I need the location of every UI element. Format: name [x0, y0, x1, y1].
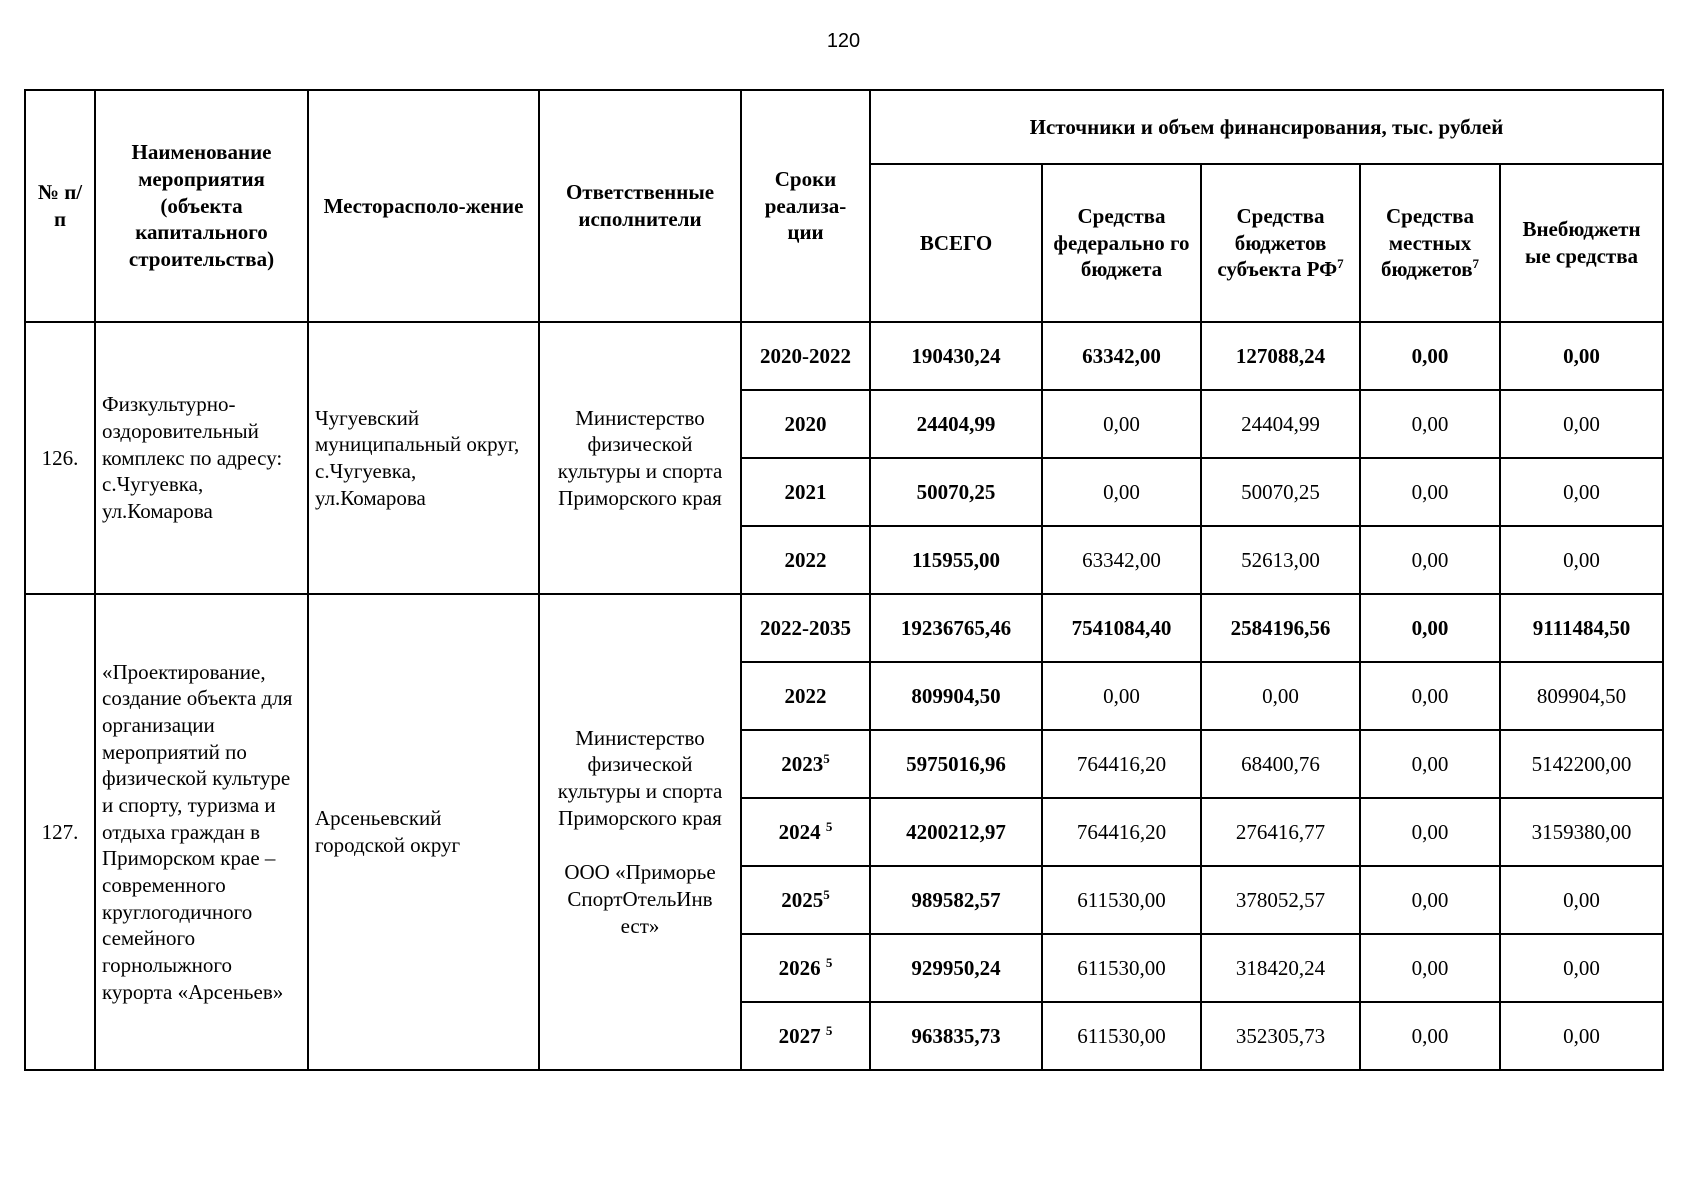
extra-value: 0,00	[1500, 1002, 1663, 1070]
extra-value: 0,00	[1500, 322, 1663, 390]
period-cell	[741, 594, 870, 662]
period-cell	[741, 390, 870, 458]
page-number: 120	[826, 30, 861, 52]
period-label: 2022	[784, 683, 827, 708]
header-regional-footnote: 7	[1337, 256, 1344, 272]
local-value: 0,00	[1360, 662, 1500, 730]
federal-value: 7541084,40	[1042, 594, 1201, 662]
period-footnote: 5	[825, 818, 833, 834]
extra-value: 3159380,00	[1500, 798, 1663, 866]
total-value: 809904,50	[870, 662, 1042, 730]
funding-table	[24, 89, 1664, 1071]
regional-value: 0,00	[1201, 662, 1360, 730]
header-regional-label: Средства бюджетов субъекта РФ	[1217, 204, 1338, 282]
header-federal: Средства федерально го бюджета	[1042, 164, 1201, 322]
period-cell	[741, 866, 870, 934]
extra-value: 809904,50	[1500, 662, 1663, 730]
item-location: Чугуевский муниципальный округ, с.Чугуевка, ул.Комарова	[308, 322, 539, 594]
local-value: 0,00	[1360, 390, 1500, 458]
period-label: 2021	[784, 479, 827, 504]
local-value: 0,00	[1360, 730, 1500, 798]
regional-value: 276416,77	[1201, 798, 1360, 866]
period-label: 2022-2035	[760, 615, 851, 640]
extra-value: 0,00	[1500, 934, 1663, 1002]
total-value: 963835,73	[870, 1002, 1042, 1070]
executor-name: ООО «Приморье СпортОтельИнв ест»	[564, 860, 716, 938]
item-index: 127.	[25, 594, 95, 1070]
period-cell	[741, 730, 870, 798]
period-cell	[741, 322, 870, 390]
period-footnote: 5	[823, 750, 830, 766]
regional-value: 50070,25	[1201, 458, 1360, 526]
period-cell	[741, 934, 870, 1002]
item-executors	[539, 322, 741, 594]
period-label: 2020	[784, 411, 827, 436]
header-extra: Внебюджетн ые средства	[1500, 164, 1663, 322]
regional-value: 52613,00	[1201, 526, 1360, 594]
total-value: 929950,24	[870, 934, 1042, 1002]
total-value: 989582,57	[870, 866, 1042, 934]
total-value: 50070,25	[870, 458, 1042, 526]
period-footnote: 5	[823, 886, 830, 902]
header-local-footnote: 7	[1472, 256, 1480, 272]
item-index: 126.	[25, 322, 95, 594]
regional-value: 127088,24	[1201, 322, 1360, 390]
extra-value: 0,00	[1500, 458, 1663, 526]
period-cell	[741, 526, 870, 594]
item-location: Арсеньевский городской округ	[308, 594, 539, 1070]
executor-name: Министерство физической культуры и спорта Приморского края	[557, 405, 723, 510]
executor-separator	[546, 831, 734, 859]
executor-name: Министерство физической культуры и спорта Приморского края	[557, 725, 723, 830]
local-value: 0,00	[1360, 934, 1500, 1002]
period-label: 2026	[778, 955, 826, 980]
period-label: 2022	[784, 547, 827, 572]
local-value: 0,00	[1360, 798, 1500, 866]
period-label: 2025	[781, 887, 824, 912]
extra-value: 0,00	[1500, 526, 1663, 594]
header-total: ВСЕГО	[870, 164, 1042, 322]
total-value: 190430,24	[870, 322, 1042, 390]
period-label: 2023	[781, 751, 824, 776]
local-value: 0,00	[1360, 526, 1500, 594]
total-value: 115955,00	[870, 526, 1042, 594]
header-index: № п/п	[25, 90, 95, 322]
total-value: 24404,99	[870, 390, 1042, 458]
federal-value: 611530,00	[1042, 934, 1201, 1002]
header-executors: Ответственные исполнители	[539, 90, 741, 322]
period-cell	[741, 798, 870, 866]
extra-value: 9111484,50	[1500, 594, 1663, 662]
local-value: 0,00	[1360, 594, 1500, 662]
period-label: 2024	[778, 819, 826, 844]
header-funding-group: Источники и объем финансирования, тыс. рублей	[870, 90, 1663, 164]
federal-value: 0,00	[1042, 662, 1201, 730]
table-row	[25, 322, 1663, 390]
regional-value: 318420,24	[1201, 934, 1360, 1002]
extra-value: 5142200,00	[1500, 730, 1663, 798]
regional-value: 24404,99	[1201, 390, 1360, 458]
local-value: 0,00	[1360, 322, 1500, 390]
table-row	[25, 594, 1663, 662]
header-local-label: Средства местных бюджетов	[1380, 204, 1474, 282]
federal-value: 611530,00	[1042, 1002, 1201, 1070]
federal-value: 63342,00	[1042, 322, 1201, 390]
total-value: 19236765,46	[870, 594, 1042, 662]
local-value: 0,00	[1360, 866, 1500, 934]
period-cell	[741, 1002, 870, 1070]
item-executors	[539, 594, 741, 1070]
period-cell	[741, 662, 870, 730]
header-period: Сроки реализа-ции	[741, 90, 870, 322]
federal-value: 0,00	[1042, 390, 1201, 458]
federal-value: 764416,20	[1042, 730, 1201, 798]
local-value: 0,00	[1360, 458, 1500, 526]
regional-value: 2584196,56	[1201, 594, 1360, 662]
header-name: Наименование мероприятия (объекта капитального строительства)	[95, 90, 308, 322]
table-body	[25, 322, 1663, 1070]
item-name: Физкультурно-оздоровительный комплекс по адресу: с.Чугуевка, ул.Комарова	[95, 322, 308, 594]
total-value: 4200212,97	[870, 798, 1042, 866]
header-regional	[1201, 164, 1360, 322]
federal-value: 611530,00	[1042, 866, 1201, 934]
extra-value: 0,00	[1500, 866, 1663, 934]
header-location: Месторасполо-жение	[308, 90, 539, 322]
period-label: 2020-2022	[760, 343, 851, 368]
federal-value: 63342,00	[1042, 526, 1201, 594]
federal-value: 0,00	[1042, 458, 1201, 526]
item-name: «Проектирование, создание объекта для организации мероприятий по физической культуре и спорту, туризма и отдыха граждан в Приморском крае – современного круглогодичного семейного горнолыжного курорта «Арсеньев»	[95, 594, 308, 1070]
extra-value: 0,00	[1500, 390, 1663, 458]
regional-value: 352305,73	[1201, 1002, 1360, 1070]
total-value: 5975016,96	[870, 730, 1042, 798]
regional-value: 68400,76	[1201, 730, 1360, 798]
header-local	[1360, 164, 1500, 322]
period-footnote: 5	[825, 954, 833, 970]
local-value: 0,00	[1360, 1002, 1500, 1070]
regional-value: 378052,57	[1201, 866, 1360, 934]
period-cell	[741, 458, 870, 526]
period-footnote: 5	[825, 1022, 833, 1038]
federal-value: 764416,20	[1042, 798, 1201, 866]
period-label: 2027	[778, 1023, 826, 1048]
